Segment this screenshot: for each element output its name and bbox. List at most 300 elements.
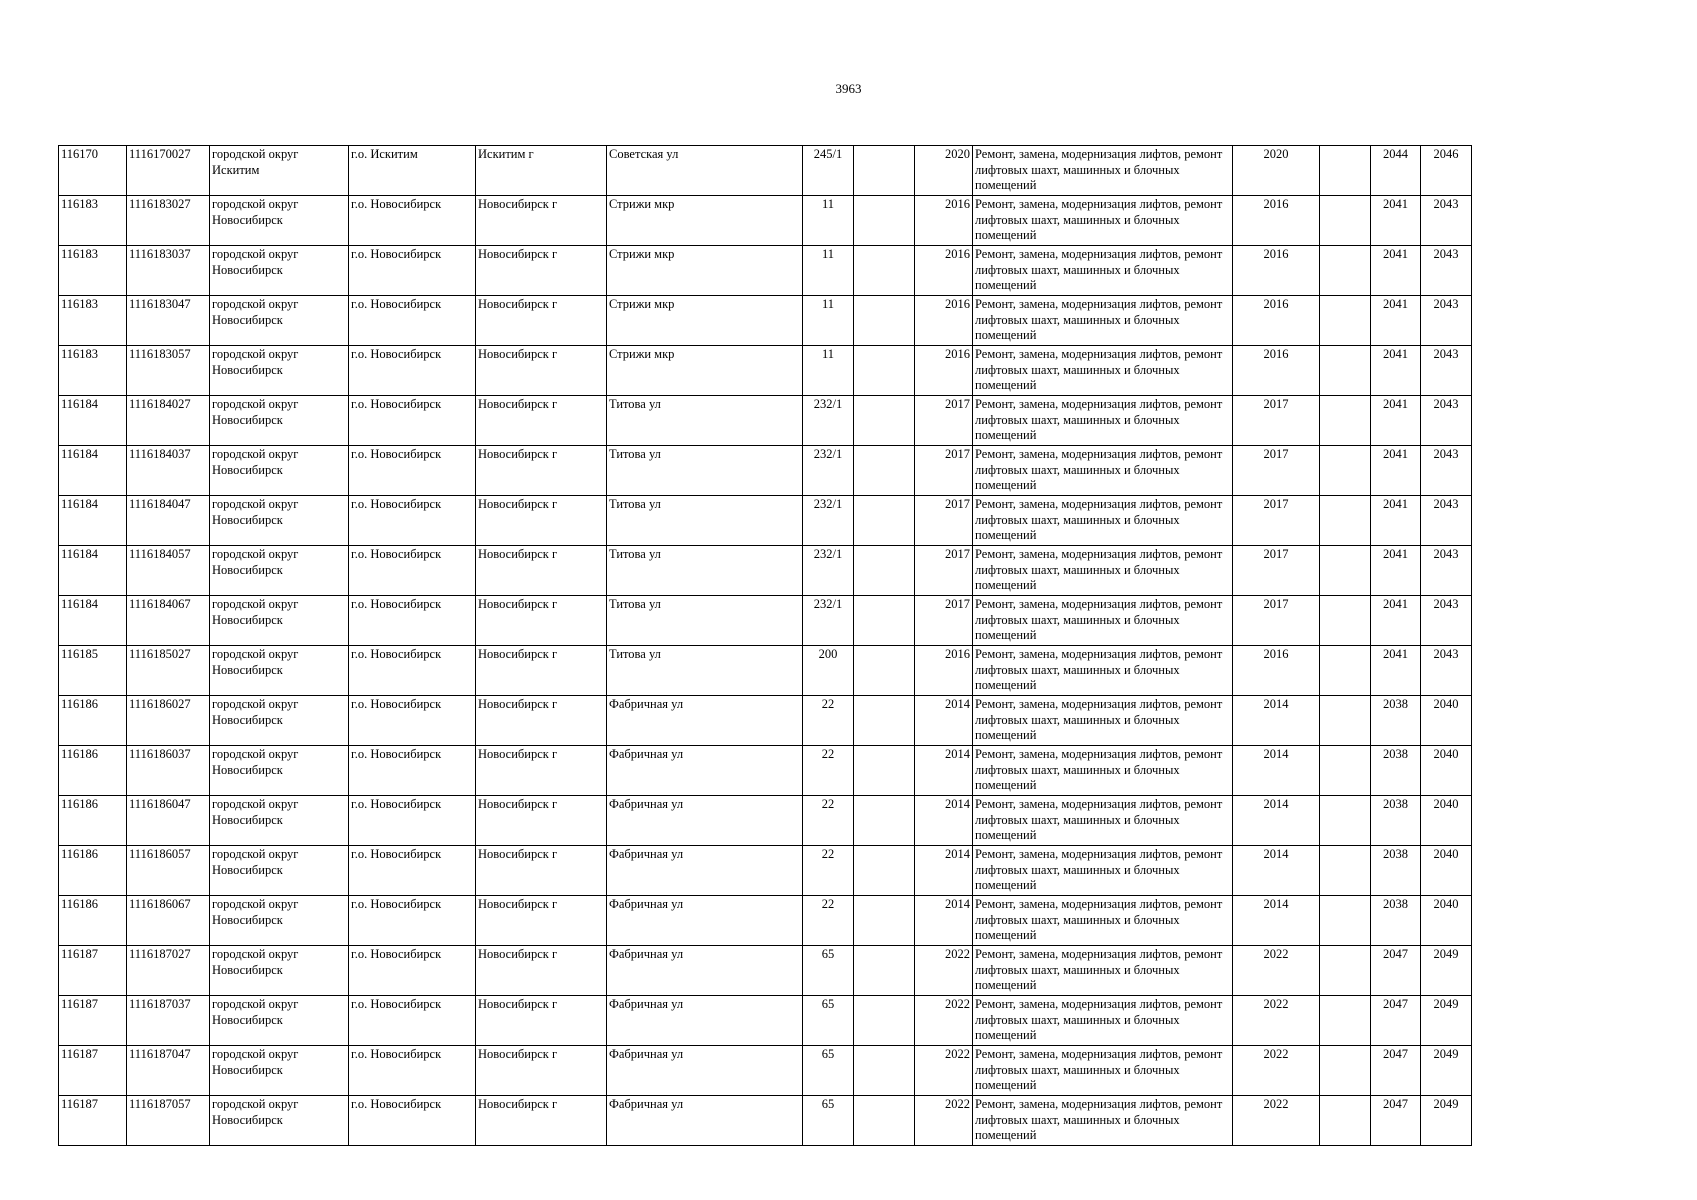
year-repair-cell: 2014 — [1233, 896, 1320, 946]
object-code-cell: 1116184047 — [127, 496, 210, 546]
planned-year-end-cell: 2040 — [1421, 696, 1472, 746]
table-row — [59, 296, 1472, 346]
settlement-cell: Новосибирск г — [476, 946, 607, 996]
empty-cell — [1320, 896, 1371, 946]
object-code-cell: 1116184067 — [127, 596, 210, 646]
extra-cell — [854, 496, 915, 546]
year-commissioned-cell: 2017 — [915, 496, 973, 546]
extra-cell — [854, 996, 915, 1046]
planned-year-end-cell: 2049 — [1421, 996, 1472, 1046]
street-cell: Титова ул — [607, 446, 803, 496]
table-row — [59, 796, 1472, 846]
street-cell: Титова ул — [607, 546, 803, 596]
year-commissioned-cell: 2014 — [915, 696, 973, 746]
street-cell: Фабричная ул — [607, 696, 803, 746]
year-commissioned-cell: 2014 — [915, 846, 973, 896]
extra-cell — [854, 1096, 915, 1146]
object-code-cell: 1116186027 — [127, 696, 210, 746]
work-type-cell: Ремонт, замена, модернизация лифтов, ремонт лифтовых шахт, машинных и блочных помещений — [973, 396, 1233, 446]
district-cell: г.о. Новосибирск — [349, 1096, 476, 1146]
planned-year-start-cell: 2038 — [1371, 896, 1421, 946]
object-code-cell: 1116186057 — [127, 846, 210, 896]
empty-cell — [1320, 1096, 1371, 1146]
year-commissioned-cell: 2016 — [915, 646, 973, 696]
work-type-cell: Ремонт, замена, модернизация лифтов, ремонт лифтовых шахт, машинных и блочных помещений — [973, 446, 1233, 496]
extra-cell — [854, 846, 915, 896]
extra-cell — [854, 696, 915, 746]
settlement-cell: Новосибирск г — [476, 746, 607, 796]
object-code-cell: 1116186037 — [127, 746, 210, 796]
settlement-cell: Новосибирск г — [476, 1096, 607, 1146]
year-commissioned-cell: 2022 — [915, 1046, 973, 1096]
municipality-cell: городской округ Новосибирск — [210, 1046, 349, 1096]
municipality-cell: городской округ Новосибирск — [210, 296, 349, 346]
year-repair-cell: 2016 — [1233, 296, 1320, 346]
empty-cell — [1320, 596, 1371, 646]
work-type-cell: Ремонт, замена, модернизация лифтов, ремонт лифтовых шахт, машинных и блочных помещений — [973, 946, 1233, 996]
table-row — [59, 396, 1472, 446]
settlement-cell: Новосибирск г — [476, 596, 607, 646]
street-cell: Советская ул — [607, 146, 803, 196]
planned-year-end-cell: 2049 — [1421, 946, 1472, 996]
record-id-cell: 116187 — [59, 1046, 127, 1096]
street-cell: Фабричная ул — [607, 946, 803, 996]
table-row — [59, 546, 1472, 596]
empty-cell — [1320, 146, 1371, 196]
object-code-cell: 1116187037 — [127, 996, 210, 1046]
house-number-cell: 232/1 — [803, 546, 854, 596]
district-cell: г.о. Новосибирск — [349, 246, 476, 296]
object-code-cell: 1116187027 — [127, 946, 210, 996]
year-repair-cell: 2017 — [1233, 596, 1320, 646]
work-type-cell: Ремонт, замена, модернизация лифтов, ремонт лифтовых шахт, машинных и блочных помещений — [973, 796, 1233, 846]
street-cell: Фабричная ул — [607, 1046, 803, 1096]
municipality-cell: городской округ Новосибирск — [210, 696, 349, 746]
record-id-cell: 116184 — [59, 546, 127, 596]
municipality-cell: городской округ Новосибирск — [210, 446, 349, 496]
street-cell: Фабричная ул — [607, 896, 803, 946]
house-number-cell: 22 — [803, 796, 854, 846]
work-type-cell: Ремонт, замена, модернизация лифтов, ремонт лифтовых шахт, машинных и блочных помещений — [973, 696, 1233, 746]
municipality-cell: городской округ Новосибирск — [210, 196, 349, 246]
planned-year-end-cell: 2049 — [1421, 1096, 1472, 1146]
work-type-cell: Ремонт, замена, модернизация лифтов, ремонт лифтовых шахт, машинных и блочных помещений — [973, 746, 1233, 796]
planned-year-end-cell: 2049 — [1421, 1046, 1472, 1096]
record-id-cell: 116186 — [59, 846, 127, 896]
municipality-cell: городской округ Новосибирск — [210, 246, 349, 296]
district-cell: г.о. Новосибирск — [349, 596, 476, 646]
empty-cell — [1320, 646, 1371, 696]
district-cell: г.о. Новосибирск — [349, 796, 476, 846]
table-row — [59, 896, 1472, 946]
house-number-cell: 11 — [803, 346, 854, 396]
house-number-cell: 232/1 — [803, 496, 854, 546]
planned-year-start-cell: 2047 — [1371, 1096, 1421, 1146]
settlement-cell: Новосибирск г — [476, 396, 607, 446]
year-repair-cell: 2022 — [1233, 996, 1320, 1046]
house-number-cell: 65 — [803, 1096, 854, 1146]
object-code-cell: 1116183037 — [127, 246, 210, 296]
municipality-cell: городской округ Новосибирск — [210, 646, 349, 696]
year-repair-cell: 2014 — [1233, 796, 1320, 846]
work-type-cell: Ремонт, замена, модернизация лифтов, ремонт лифтовых шахт, машинных и блочных помещений — [973, 146, 1233, 196]
street-cell: Фабричная ул — [607, 846, 803, 896]
extra-cell — [854, 1046, 915, 1096]
year-repair-cell: 2016 — [1233, 646, 1320, 696]
planned-year-end-cell: 2043 — [1421, 346, 1472, 396]
year-repair-cell: 2022 — [1233, 946, 1320, 996]
empty-cell — [1320, 296, 1371, 346]
object-code-cell: 1116183027 — [127, 196, 210, 246]
house-number-cell: 22 — [803, 696, 854, 746]
municipality-cell: городской округ Новосибирск — [210, 396, 349, 446]
year-commissioned-cell: 2017 — [915, 596, 973, 646]
work-type-cell: Ремонт, замена, модернизация лифтов, ремонт лифтовых шахт, машинных и блочных помещений — [973, 546, 1233, 596]
table-row — [59, 346, 1472, 396]
work-type-cell: Ремонт, замена, модернизация лифтов, ремонт лифтовых шахт, машинных и блочных помещений — [973, 646, 1233, 696]
record-id-cell: 116183 — [59, 296, 127, 346]
district-cell: г.о. Новосибирск — [349, 696, 476, 746]
settlement-cell: Новосибирск г — [476, 896, 607, 946]
table-row — [59, 646, 1472, 696]
record-id-cell: 116183 — [59, 246, 127, 296]
year-commissioned-cell: 2016 — [915, 246, 973, 296]
street-cell: Фабричная ул — [607, 1096, 803, 1146]
table-row — [59, 846, 1472, 896]
empty-cell — [1320, 1046, 1371, 1096]
settlement-cell: Новосибирск г — [476, 246, 607, 296]
house-number-cell: 65 — [803, 1046, 854, 1096]
object-code-cell: 1116184037 — [127, 446, 210, 496]
work-type-cell: Ремонт, замена, модернизация лифтов, ремонт лифтовых шахт, машинных и блочных помещений — [973, 896, 1233, 946]
object-code-cell: 1116184027 — [127, 396, 210, 446]
year-repair-cell: 2016 — [1233, 246, 1320, 296]
empty-cell — [1320, 796, 1371, 846]
district-cell: г.о. Новосибирск — [349, 196, 476, 246]
planned-year-start-cell: 2038 — [1371, 746, 1421, 796]
municipality-cell: городской округ Новосибирск — [210, 346, 349, 396]
extra-cell — [854, 646, 915, 696]
work-type-cell: Ремонт, замена, модернизация лифтов, ремонт лифтовых шахт, машинных и блочных помещений — [973, 1046, 1233, 1096]
planned-year-start-cell: 2041 — [1371, 496, 1421, 546]
district-cell: г.о. Новосибирск — [349, 546, 476, 596]
extra-cell — [854, 346, 915, 396]
extra-cell — [854, 196, 915, 246]
record-id-cell: 116183 — [59, 346, 127, 396]
street-cell: Фабричная ул — [607, 996, 803, 1046]
settlement-cell: Новосибирск г — [476, 446, 607, 496]
planned-year-start-cell: 2041 — [1371, 396, 1421, 446]
planned-year-start-cell: 2038 — [1371, 696, 1421, 746]
district-cell: г.о. Новосибирск — [349, 646, 476, 696]
street-cell: Титова ул — [607, 646, 803, 696]
year-repair-cell: 2017 — [1233, 496, 1320, 546]
district-cell: г.о. Новосибирск — [349, 996, 476, 1046]
year-repair-cell: 2022 — [1233, 1096, 1320, 1146]
year-commissioned-cell: 2014 — [915, 746, 973, 796]
settlement-cell: Новосибирск г — [476, 546, 607, 596]
work-type-cell: Ремонт, замена, модернизация лифтов, ремонт лифтовых шахт, машинных и блочных помещений — [973, 496, 1233, 546]
object-code-cell: 1116183047 — [127, 296, 210, 346]
municipality-cell: городской округ Новосибирск — [210, 996, 349, 1046]
street-cell: Стрижи мкр — [607, 296, 803, 346]
planned-year-start-cell: 2041 — [1371, 346, 1421, 396]
planned-year-end-cell: 2040 — [1421, 896, 1472, 946]
object-code-cell: 1116183057 — [127, 346, 210, 396]
year-commissioned-cell: 2022 — [915, 946, 973, 996]
empty-cell — [1320, 196, 1371, 246]
extra-cell — [854, 246, 915, 296]
year-commissioned-cell: 2014 — [915, 796, 973, 846]
extra-cell — [854, 896, 915, 946]
planned-year-end-cell: 2043 — [1421, 246, 1472, 296]
street-cell: Фабричная ул — [607, 796, 803, 846]
municipality-cell: городской округ Новосибирск — [210, 896, 349, 946]
year-commissioned-cell: 2022 — [915, 996, 973, 1046]
empty-cell — [1320, 696, 1371, 746]
year-repair-cell: 2017 — [1233, 446, 1320, 496]
municipality-cell: городской округ Новосибирск — [210, 746, 349, 796]
planned-year-start-cell: 2041 — [1371, 596, 1421, 646]
empty-cell — [1320, 446, 1371, 496]
extra-cell — [854, 296, 915, 346]
record-id-cell: 116170 — [59, 146, 127, 196]
house-number-cell: 11 — [803, 296, 854, 346]
record-id-cell: 116187 — [59, 1096, 127, 1146]
year-commissioned-cell: 2020 — [915, 146, 973, 196]
settlement-cell: Новосибирск г — [476, 296, 607, 346]
table-row — [59, 496, 1472, 546]
work-type-cell: Ремонт, замена, модернизация лифтов, ремонт лифтовых шахт, машинных и блочных помещений — [973, 346, 1233, 396]
planned-year-end-cell: 2043 — [1421, 496, 1472, 546]
planned-year-end-cell: 2043 — [1421, 196, 1472, 246]
object-code-cell: 1116184057 — [127, 546, 210, 596]
year-commissioned-cell: 2016 — [915, 296, 973, 346]
municipality-cell: городской округ Новосибирск — [210, 496, 349, 546]
table-row — [59, 246, 1472, 296]
object-code-cell: 1116170027 — [127, 146, 210, 196]
record-id-cell: 116187 — [59, 996, 127, 1046]
page-number: 3963 — [835, 81, 862, 96]
table-row — [59, 1046, 1472, 1096]
extra-cell — [854, 446, 915, 496]
empty-cell — [1320, 546, 1371, 596]
house-number-cell: 22 — [803, 896, 854, 946]
record-id-cell: 116183 — [59, 196, 127, 246]
record-id-cell: 116184 — [59, 396, 127, 446]
repair-schedule-table — [58, 145, 1472, 1146]
year-repair-cell: 2022 — [1233, 1046, 1320, 1096]
extra-cell — [854, 546, 915, 596]
extra-cell — [854, 146, 915, 196]
street-cell: Титова ул — [607, 596, 803, 646]
object-code-cell: 1116185027 — [127, 646, 210, 696]
year-commissioned-cell: 2017 — [915, 396, 973, 446]
house-number-cell: 232/1 — [803, 596, 854, 646]
district-cell: г.о. Новосибирск — [349, 446, 476, 496]
house-number-cell: 65 — [803, 946, 854, 996]
extra-cell — [854, 796, 915, 846]
table-body — [59, 146, 1472, 1146]
year-repair-cell: 2014 — [1233, 696, 1320, 746]
settlement-cell: Новосибирск г — [476, 796, 607, 846]
record-id-cell: 116186 — [59, 696, 127, 746]
object-code-cell: 1116187057 — [127, 1096, 210, 1146]
planned-year-start-cell: 2041 — [1371, 646, 1421, 696]
municipality-cell: городской округ Новосибирск — [210, 796, 349, 846]
house-number-cell: 11 — [803, 246, 854, 296]
empty-cell — [1320, 946, 1371, 996]
year-commissioned-cell: 2017 — [915, 546, 973, 596]
table-row — [59, 696, 1472, 746]
planned-year-start-cell: 2047 — [1371, 946, 1421, 996]
table-row — [59, 996, 1472, 1046]
table-row — [59, 196, 1472, 246]
district-cell: г.о. Искитим — [349, 146, 476, 196]
work-type-cell: Ремонт, замена, модернизация лифтов, ремонт лифтовых шахт, машинных и блочных помещений — [973, 296, 1233, 346]
municipality-cell: городской округ Новосибирск — [210, 1096, 349, 1146]
planned-year-start-cell: 2038 — [1371, 796, 1421, 846]
year-commissioned-cell: 2016 — [915, 196, 973, 246]
house-number-cell: 11 — [803, 196, 854, 246]
table-row — [59, 446, 1472, 496]
settlement-cell: Новосибирск г — [476, 196, 607, 246]
street-cell: Стрижи мкр — [607, 196, 803, 246]
street-cell: Фабричная ул — [607, 746, 803, 796]
district-cell: г.о. Новосибирск — [349, 396, 476, 446]
street-cell: Титова ул — [607, 496, 803, 546]
year-commissioned-cell: 2016 — [915, 346, 973, 396]
planned-year-start-cell: 2047 — [1371, 996, 1421, 1046]
settlement-cell: Новосибирск г — [476, 346, 607, 396]
empty-cell — [1320, 246, 1371, 296]
planned-year-start-cell: 2041 — [1371, 296, 1421, 346]
settlement-cell: Новосибирск г — [476, 646, 607, 696]
planned-year-end-cell: 2040 — [1421, 746, 1472, 796]
record-id-cell: 116184 — [59, 596, 127, 646]
record-id-cell: 116186 — [59, 896, 127, 946]
district-cell: г.о. Новосибирск — [349, 746, 476, 796]
district-cell: г.о. Новосибирск — [349, 1046, 476, 1096]
empty-cell — [1320, 396, 1371, 446]
work-type-cell: Ремонт, замена, модернизация лифтов, ремонт лифтовых шахт, машинных и блочных помещений — [973, 1096, 1233, 1146]
planned-year-start-cell: 2041 — [1371, 446, 1421, 496]
street-cell: Стрижи мкр — [607, 346, 803, 396]
planned-year-end-cell: 2043 — [1421, 446, 1472, 496]
planned-year-end-cell: 2043 — [1421, 396, 1472, 446]
street-cell: Стрижи мкр — [607, 246, 803, 296]
table-row — [59, 1096, 1472, 1146]
work-type-cell: Ремонт, замена, модернизация лифтов, ремонт лифтовых шахт, машинных и блочных помещений — [973, 996, 1233, 1046]
planned-year-start-cell: 2041 — [1371, 546, 1421, 596]
table-row — [59, 146, 1472, 196]
planned-year-end-cell: 2043 — [1421, 646, 1472, 696]
municipality-cell: городской округ Новосибирск — [210, 946, 349, 996]
planned-year-end-cell: 2043 — [1421, 596, 1472, 646]
record-id-cell: 116187 — [59, 946, 127, 996]
planned-year-end-cell: 2040 — [1421, 846, 1472, 896]
district-cell: г.о. Новосибирск — [349, 946, 476, 996]
municipality-cell: городской округ Искитим — [210, 146, 349, 196]
house-number-cell: 65 — [803, 996, 854, 1046]
planned-year-start-cell: 2044 — [1371, 146, 1421, 196]
settlement-cell: Искитим г — [476, 146, 607, 196]
year-repair-cell: 2016 — [1233, 346, 1320, 396]
empty-cell — [1320, 746, 1371, 796]
house-number-cell: 22 — [803, 846, 854, 896]
planned-year-start-cell: 2038 — [1371, 846, 1421, 896]
table-row — [59, 746, 1472, 796]
house-number-cell: 232/1 — [803, 396, 854, 446]
object-code-cell: 1116186067 — [127, 896, 210, 946]
empty-cell — [1320, 496, 1371, 546]
year-repair-cell: 2020 — [1233, 146, 1320, 196]
year-commissioned-cell: 2022 — [915, 1096, 973, 1146]
municipality-cell: городской округ Новосибирск — [210, 546, 349, 596]
municipality-cell: городской округ Новосибирск — [210, 846, 349, 896]
planned-year-end-cell: 2043 — [1421, 296, 1472, 346]
planned-year-end-cell: 2043 — [1421, 546, 1472, 596]
object-code-cell: 1116186047 — [127, 796, 210, 846]
house-number-cell: 200 — [803, 646, 854, 696]
district-cell: г.о. Новосибирск — [349, 296, 476, 346]
work-type-cell: Ремонт, замена, модернизация лифтов, ремонт лифтовых шахт, машинных и блочных помещений — [973, 246, 1233, 296]
empty-cell — [1320, 346, 1371, 396]
table-row — [59, 596, 1472, 646]
extra-cell — [854, 396, 915, 446]
record-id-cell: 116184 — [59, 446, 127, 496]
settlement-cell: Новосибирск г — [476, 696, 607, 746]
settlement-cell: Новосибирск г — [476, 1046, 607, 1096]
district-cell: г.о. Новосибирск — [349, 346, 476, 396]
work-type-cell: Ремонт, замена, модернизация лифтов, ремонт лифтовых шахт, машинных и блочных помещений — [973, 196, 1233, 246]
year-repair-cell: 2017 — [1233, 396, 1320, 446]
district-cell: г.о. Новосибирск — [349, 896, 476, 946]
year-commissioned-cell: 2014 — [915, 896, 973, 946]
planned-year-start-cell: 2041 — [1371, 196, 1421, 246]
work-type-cell: Ремонт, замена, модернизация лифтов, ремонт лифтовых шахт, машинных и блочных помещений — [973, 596, 1233, 646]
record-id-cell: 116186 — [59, 746, 127, 796]
house-number-cell: 245/1 — [803, 146, 854, 196]
table-row — [59, 946, 1472, 996]
work-type-cell: Ремонт, замена, модернизация лифтов, ремонт лифтовых шахт, машинных и блочных помещений — [973, 846, 1233, 896]
year-repair-cell: 2017 — [1233, 546, 1320, 596]
extra-cell — [854, 746, 915, 796]
record-id-cell: 116184 — [59, 496, 127, 546]
district-cell: г.о. Новосибирск — [349, 496, 476, 546]
record-id-cell: 116185 — [59, 646, 127, 696]
municipality-cell: городской округ Новосибирск — [210, 596, 349, 646]
planned-year-start-cell: 2041 — [1371, 246, 1421, 296]
planned-year-end-cell: 2046 — [1421, 146, 1472, 196]
planned-year-start-cell: 2047 — [1371, 1046, 1421, 1096]
extra-cell — [854, 596, 915, 646]
settlement-cell: Новосибирск г — [476, 846, 607, 896]
object-code-cell: 1116187047 — [127, 1046, 210, 1096]
year-repair-cell: 2014 — [1233, 846, 1320, 896]
empty-cell — [1320, 996, 1371, 1046]
extra-cell — [854, 946, 915, 996]
house-number-cell: 232/1 — [803, 446, 854, 496]
planned-year-end-cell: 2040 — [1421, 796, 1472, 846]
settlement-cell: Новосибирск г — [476, 496, 607, 546]
empty-cell — [1320, 846, 1371, 896]
year-repair-cell: 2014 — [1233, 746, 1320, 796]
settlement-cell: Новосибирск г — [476, 996, 607, 1046]
house-number-cell: 22 — [803, 746, 854, 796]
year-commissioned-cell: 2017 — [915, 446, 973, 496]
district-cell: г.о. Новосибирск — [349, 846, 476, 896]
